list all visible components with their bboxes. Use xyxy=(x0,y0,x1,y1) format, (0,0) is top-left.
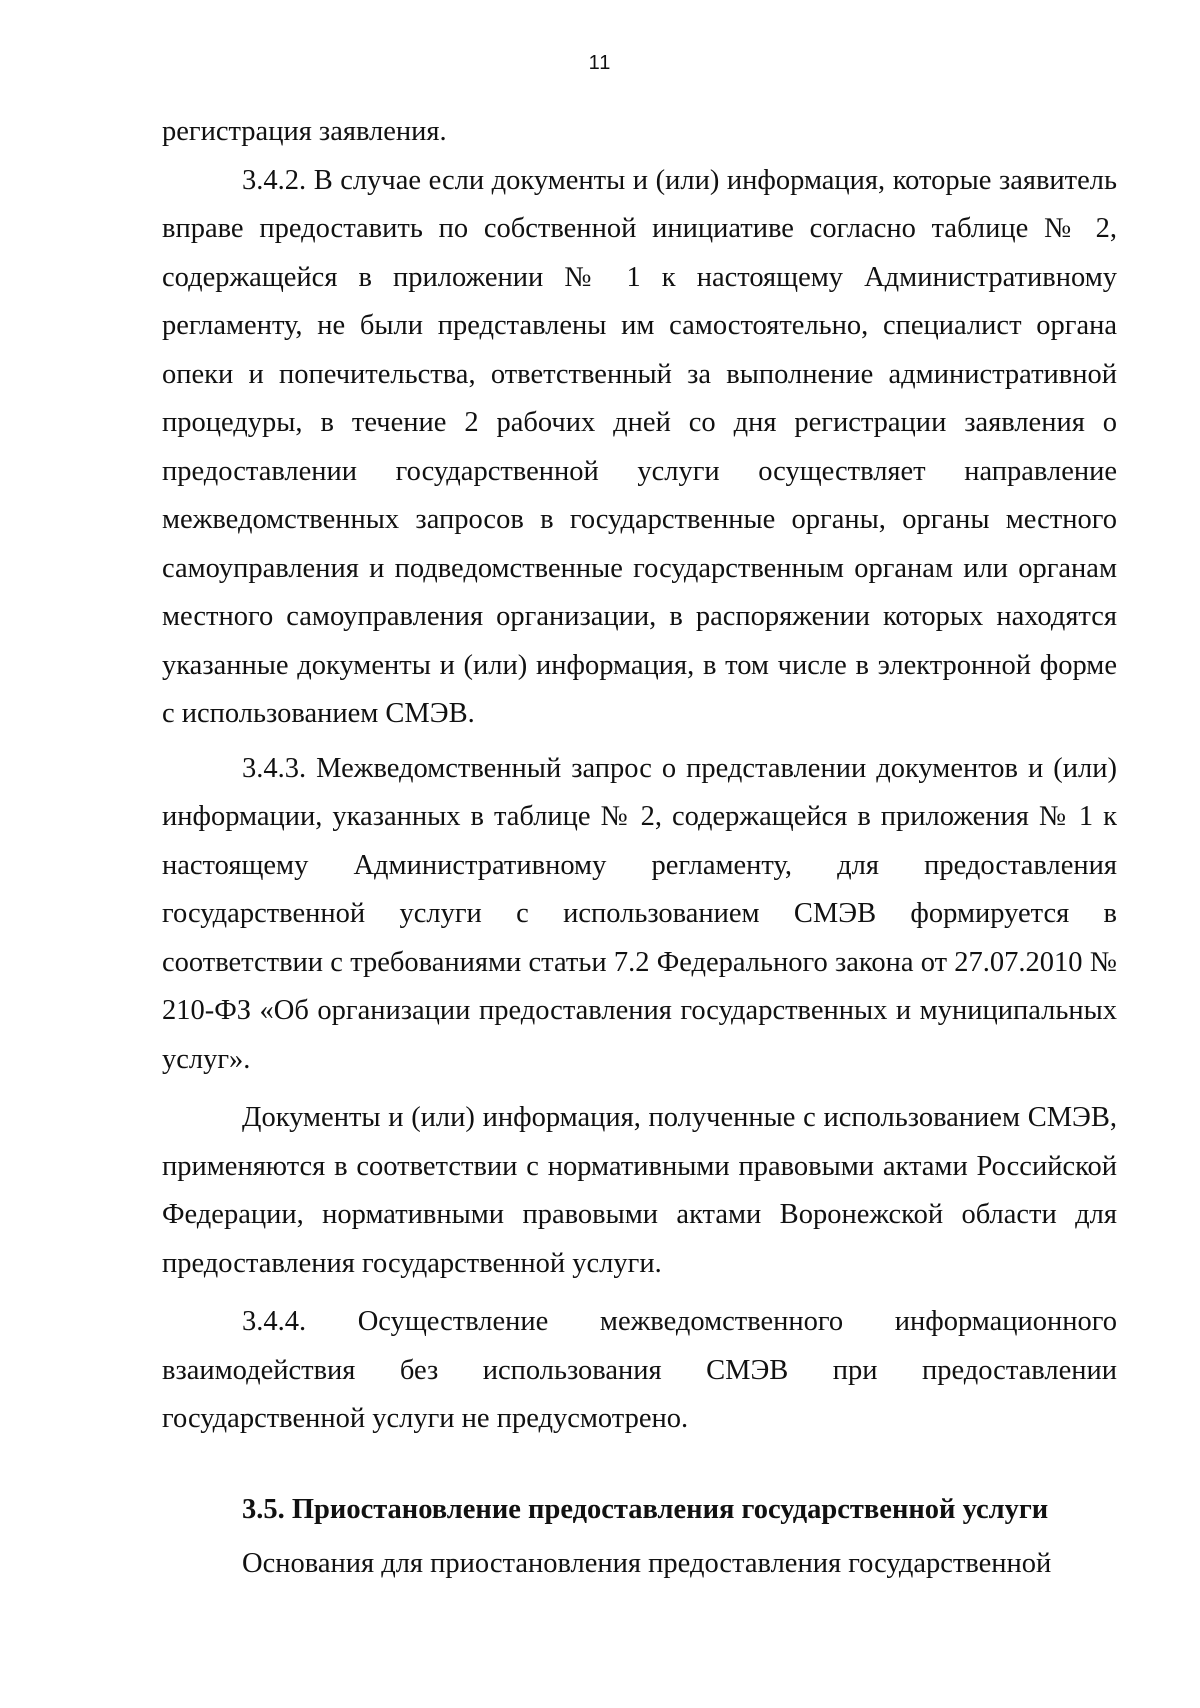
section-heading-3-5: 3.5. Приостановление предоставления государственной услуги xyxy=(242,1493,1049,1525)
paragraph-smev-documents: Документы и (или) информация, полученные с использованием СМЭВ, применяются в соответствии с нормативными правовыми актами Российской Федерации, нормативными правовыми актами Воронежской области для предоставления государственной услуги. xyxy=(162,1102,1117,1279)
document-body xyxy=(162,108,1117,1589)
paragraph-3-4-3: 3.4.3. Межведомственный запрос о представлении документов и (или) информации, указанных в таблице № 2, содержащейся в приложения № 1 к настоящему Административному регламенту, для предоставления государственной услуги с использованием СМЭВ формируется в соответствии с требованиями статьи 7.2 Федерального закона от 27.07.2010 № 210-ФЗ «Об организации предоставления государственных и муниципальных услуг». xyxy=(162,752,1117,1075)
paragraph-3-4-2: 3.4.2. В случае если документы и (или) информация, которые заявитель вправе предоставить по собственной инициативе согласно таблице № 2, содержащейся в приложении № 1 к настоящему Административному регламенту, не были представлены им самостоятельно, специалист органа опеки и попечительства, ответственный за выполнение административной процедуры, в течение 2 рабочих дней со дня регистрации заявления о предоставлении государственной услуги осуществляет направление межведомственных запросов в государственные органы, органы местного самоуправления и подведомственные государственным органам или органам местного самоуправления организации, в распоряжении которых находятся указанные документы и (или) информация, в том числе в электронной форме с использованием СМЭВ. xyxy=(162,164,1117,729)
paragraph-suspension-grounds: Основания для приостановления предоставления государственной xyxy=(242,1548,1052,1579)
page-number: 11 xyxy=(588,52,612,74)
paragraph-3-4-4: 3.4.4. Осуществление межведомственного информационного взаимодействия без использования СМЭВ при предоставлении государственной услуги не предусмотрено. xyxy=(162,1306,1117,1434)
paragraph-registration-end: регистрация заявления. xyxy=(162,116,447,147)
